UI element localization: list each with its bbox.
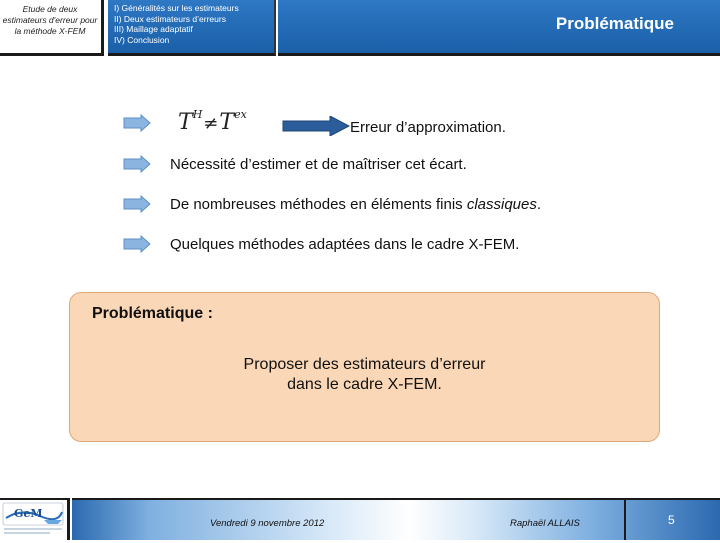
bullet-2-italic: classiques [466, 196, 537, 213]
problem-box [69, 292, 660, 442]
page-number: 5 [668, 513, 675, 527]
bullet-1: Nécessité d’estimer et de maîtriser cet écart. [170, 156, 467, 173]
slide-header [0, 0, 720, 57]
header-section-panel [278, 0, 720, 56]
slide-footer [0, 498, 720, 540]
table-of-contents [114, 3, 239, 45]
block-arrow-icon [123, 195, 151, 213]
header-toc-panel [108, 0, 276, 56]
problem-line-1: Proposer des estimateurs d’erreur [243, 356, 486, 373]
bullet-2-text: De nombreuses méthodes en éléments finis [170, 196, 467, 213]
formula-neq: ≠ [203, 113, 219, 134]
block-arrow-icon [123, 155, 151, 173]
problem-line-2: dans le cadre X-FEM. [287, 376, 442, 393]
formula [178, 110, 247, 135]
toc-item[interactable]: III) Maillage adaptatif [114, 24, 193, 34]
dark-blue-arrow-icon [282, 116, 350, 136]
footer-bar [72, 498, 720, 540]
bullet-2 [170, 196, 541, 213]
bullet-3: Quelques méthodes adaptées dans le cadre X-FEM. [170, 236, 520, 253]
footer-date: Vendredi 9 novembre 2012 [210, 518, 325, 529]
footer-author: Raphaël ALLAIS [510, 518, 580, 529]
formula-result: Erreur d’approximation. [350, 119, 506, 136]
block-arrow-icon [123, 114, 151, 132]
gem-logo [0, 498, 70, 540]
toc-item[interactable]: IV) Conclusion [114, 34, 170, 45]
formula-rhs: T [219, 110, 235, 135]
formula-lhs: T [178, 110, 193, 135]
header-title-panel [0, 0, 104, 56]
bullet-2-end: . [536, 196, 542, 213]
formula-rhs-sup: ex [234, 108, 247, 121]
presentation-title: Etude de deux estimateurs d'erreur pour la méthode X-FEM [2, 4, 98, 36]
problem-statement [70, 355, 659, 395]
problem-heading: Problématique : [92, 305, 213, 322]
formula-lhs-sup: H [192, 108, 203, 121]
logo-text: GeM [14, 507, 43, 520]
block-arrow-icon [123, 235, 151, 253]
toc-item[interactable]: I) Généralités sur les estimateurs [114, 3, 239, 13]
footer-separator [624, 498, 626, 540]
toc-item[interactable]: II) Deux estimateurs d’erreurs [114, 13, 226, 24]
section-title: Problématique [555, 14, 674, 33]
gem-logo-icon [0, 500, 66, 538]
